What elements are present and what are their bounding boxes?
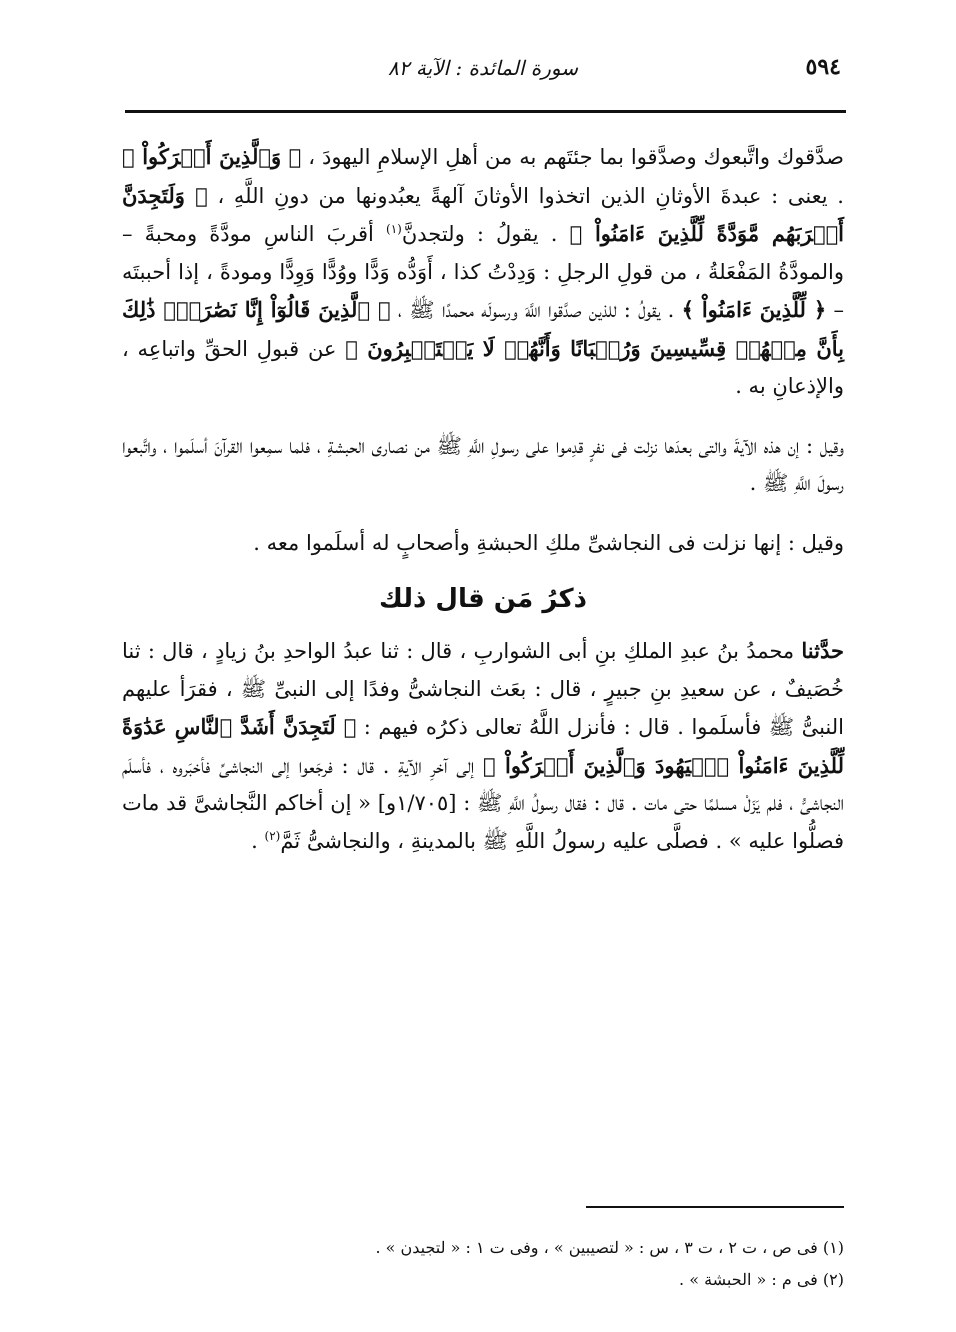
footnotes [122, 1232, 844, 1296]
footnote-rule [586, 1206, 844, 1208]
page-body [122, 138, 844, 882]
narration-lead: حدَّثنا [801, 638, 844, 663]
body-text: إلى آخرِ الآيةِ . قال : فرجَعوا إلى النجاشىِّ فأخبَروه ، فأسلَم النجاشىُّ ، فلم يَزَلْ مسلمًا حتى مات . قال : فقال رسولُ اللَّهِ ﷺ : [١/٧٠٥و] « إن أخاكم النَّجاشىَّ قد مات فصلُّوا عليه » . فصلَّى عليه رسولُ اللَّهِ ﷺ بالمدينةِ ، والنجاشىُّ ثَمَّ [122, 753, 844, 853]
body-text: . يعنى : عبدةَ الأوثانِ الذين اتخذوا الأوثانَ آلهةً يعبُدونها من دونِ اللَّهِ ، [207, 183, 844, 208]
body-text: عن قبولِ الحقِّ واتباعِه ، والإذعانِ به . [122, 336, 844, 398]
page-header [125, 48, 841, 92]
body-text: أقربَ الناسِ مودَّةً ومحبةً – والمودَّةُ المَفْعَلةُ ، من قولِ الرجلِ : وَدِدْتُ كذا ، أَوَدُّه وَدًّا ووُدًّا وَوِدًّا ومودةً ، إذا أحببتَه – [122, 222, 844, 322]
body-text: محمدُ بنُ عبدِ الملكِ بنِ أبى الشواربِ ، قال : ثنا عبدُ الواحدِ بنُ زيادٍ ، قال : ثنا خُصَيفٌ ، عن سعيدِ بنِ جبيرٍ ، قال : بعَث النجاشىُّ وفدًا إلى النبىِّ ﷺ ، فقرَأ عليهم النبىُّ ﷺ فأسلَموا . قال : فأنزل اللَّهُ تعالى ذكرُه فيهم : [122, 639, 844, 739]
footnote: (٢) فى م : « الحبشة » . [679, 1270, 844, 1289]
quran-verse: ﴿ لِّلَّذِينَ ءَامَنُواْ ﴾ [681, 297, 827, 322]
body-text: . يقولُ : ولتجدنَّ [401, 222, 570, 246]
page-number: ٥٩٤ [805, 54, 841, 80]
footnote-marker: (٢) [264, 828, 281, 843]
body-text: . يقولُ : للذين صدَّقوا اللَّهَ ورسولَه محمدًا ﷺ ، [390, 298, 682, 322]
body-text: وقيل : إن هذه الآيةَ والتى بعدَها نزلت فى نفرٍ قدِموا على رسولِ اللَّهِ ﷺ من نصارى الحبشةِ ، فلما سمِعوا القرآنَ أسلَموا ، واتَّبعوا رسولَ اللَّهِ ﷺ . [122, 433, 844, 495]
body-text: وقيل : إنها نزلت فى النجاشىِّ ملكِ الحبشةِ وأصحابٍ له أسلَموا معه . [253, 530, 844, 555]
header-rule [125, 110, 846, 113]
narration-paragraph [122, 632, 844, 860]
section-heading: ذكرُ مَن قال ذلك [379, 584, 587, 614]
quran-verse: ﴿ وَٱلَّذِينَ أَشۡرَكُواْ ﴾ [122, 144, 302, 169]
quran-verse: ﴿ وَلَتَجِدَنَّ أَقۡرَبَهُم مَّوَدَّةً لِّلَّذِينَ ءَامَنُواْ ﴾ [122, 182, 845, 246]
paragraph [122, 525, 844, 563]
paragraph [122, 138, 844, 406]
footnote: (١) فى ص ، ت ٢ ، ت ٣ ، س : « لتصيبين » ، وفى ت ١ : « لتجيدن » . [375, 1238, 844, 1257]
paragraph [122, 428, 844, 503]
footnote-marker: (١) [386, 222, 402, 236]
quran-verse: ﴿ ٱلَّذِينَ قَالُوٓاْ إِنَّا نَصَٰرَىٰۚ ذَٰلِكَ بِأَنَّ مِنۡهُمۡ قِسِّيسِينَ وَرُهۡبَانًا وَأَنَّهُمۡ لَا يَسۡتَكۡبِرُونَ ﴾ [122, 297, 844, 361]
quran-verse: ﴿ لَتَجِدَنَّ أَشَدَّ ٱلنَّاسِ عَدَٰوَةً لِّلَّذِينَ ءَامَنُواْ ٱلۡيَهُودَ وَٱلَّذِينَ أَشۡرَكُواْ ﴾ [122, 714, 844, 778]
running-title: سورة المائدة : الآية ٨٢ [388, 56, 578, 80]
body-text: . [251, 828, 265, 853]
body-text: صدَّقوك واتَّبعوك وصدَّقوا بما جئتَهم به من أهلِ الإسلامِ اليهودَ ، [301, 145, 844, 169]
